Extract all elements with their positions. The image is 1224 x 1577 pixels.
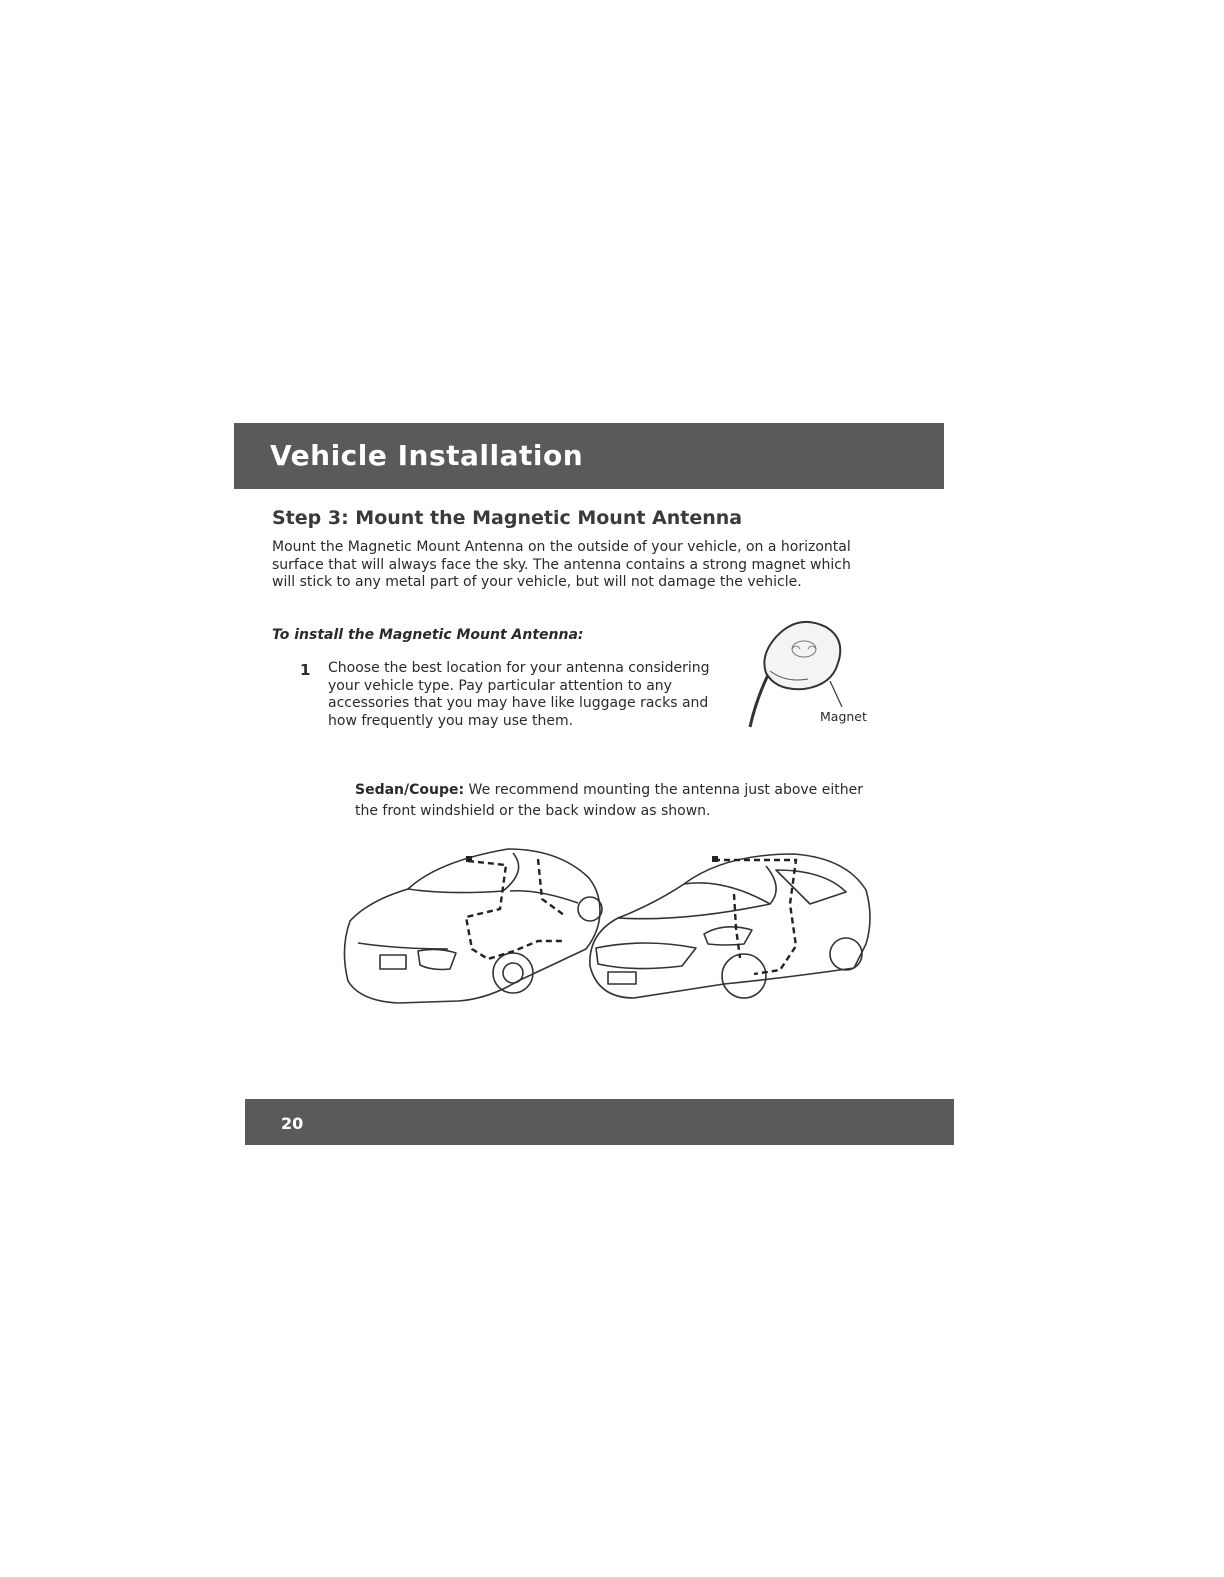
sedan-rear-wheel xyxy=(493,953,533,993)
step-heading: Step 3: Mount the Magnetic Mount Antenna xyxy=(272,507,743,529)
sedan-body xyxy=(344,849,600,1003)
sedan-cable-route xyxy=(466,861,562,959)
coupe-body xyxy=(590,854,870,998)
magnet-label: Magnet xyxy=(820,709,867,724)
page-title: Vehicle Installation xyxy=(270,439,584,472)
sedan-trunk-line xyxy=(358,943,448,949)
antenna-puck xyxy=(764,622,840,689)
sedan-antenna-mark xyxy=(466,856,472,862)
sedan-rear-hubcap xyxy=(503,963,523,983)
coupe-rear-wheel xyxy=(830,938,862,970)
footer-band xyxy=(245,1099,954,1145)
sedan-coupe-paragraph xyxy=(355,780,875,822)
sedan-coupe-text: We recommend mounting the antenna just above either the front windshield or the back window as shown. xyxy=(355,782,863,819)
instructions-subheading: To install the Magnetic Mount Antenna: xyxy=(272,627,584,643)
sedan-tail-light xyxy=(418,949,456,969)
sedan-illustration xyxy=(338,831,608,1019)
coupe-illustration xyxy=(584,848,874,1018)
manual-page xyxy=(234,423,954,1145)
antenna-cable xyxy=(750,675,768,727)
coupe-antenna-mark xyxy=(712,856,718,862)
header-band xyxy=(234,423,944,489)
step-item-text: Choose the best location for your antenna considering your vehicle type. Pay particular attention to any accessories that you may have like luggage racks and how frequently you may use them. xyxy=(328,660,710,729)
coupe-windshield xyxy=(684,866,776,904)
sedan-license-plate xyxy=(380,955,406,969)
intro-paragraph: Mount the Magnetic Mount Antenna on the outside of your vehicle, on a horizontal surface that will always face the sky. The antenna contains a strong magnet which will stick to any metal part of your vehicle, but will not damage the vehicle. xyxy=(272,539,851,590)
coupe-side-window xyxy=(776,870,846,904)
step-item-number: 1 xyxy=(300,661,311,679)
coupe-front-wheel xyxy=(722,954,766,998)
sedan-front-cable-route xyxy=(538,859,564,915)
coupe-grille xyxy=(596,943,696,969)
coupe-headlight xyxy=(704,927,752,945)
coupe-front-cable-route xyxy=(734,894,740,958)
page-number: 20 xyxy=(281,1114,304,1133)
magnet-callout-line xyxy=(830,681,842,707)
coupe-hood-line xyxy=(618,904,770,919)
sedan-coupe-label: Sedan/Coupe: xyxy=(355,782,465,798)
coupe-license-plate xyxy=(608,972,636,984)
